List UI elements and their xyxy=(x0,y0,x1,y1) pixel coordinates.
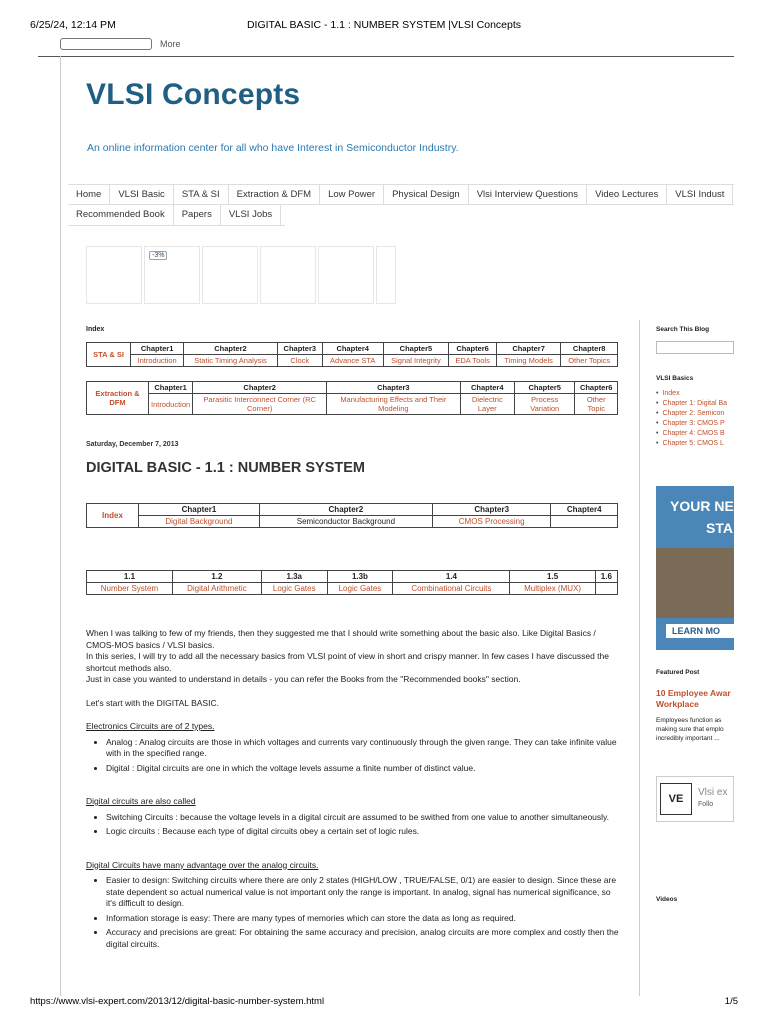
chapter-link[interactable]: Digital Background xyxy=(139,516,260,528)
chapter-link[interactable]: Clock xyxy=(277,355,322,367)
list-item: • Digital : Digital circuits are one in which the voltage levels assume a finite number of distinct value. xyxy=(106,763,622,775)
ad-cell[interactable] xyxy=(202,246,258,304)
chapter-header: Chapter7 xyxy=(496,343,560,355)
chapter-link[interactable]: Introduction xyxy=(149,394,193,415)
sidebar-basics-link[interactable]: • Chapter 5: CMOS L xyxy=(656,440,734,447)
chapter-link[interactable]: Static Timing Analysis xyxy=(184,355,277,367)
navbar-search-box[interactable] xyxy=(60,38,152,50)
chapter-header: Chapter2 xyxy=(184,343,277,355)
ad-cell[interactable] xyxy=(376,246,396,304)
chapter-header: Chapter3 xyxy=(432,504,551,516)
ad-cta-button[interactable]: LEARN MO xyxy=(666,624,734,638)
chapter-link[interactable]: Manufacturing Effects and Their Modeling xyxy=(327,394,460,415)
nav-tab[interactable]: Physical Design xyxy=(384,185,469,204)
chapter-header: Chapter8 xyxy=(561,343,618,355)
vlsi-basics-label: VLSI Basics xyxy=(656,375,694,382)
navbar-more-link[interactable]: More xyxy=(160,39,181,49)
ad-strip xyxy=(86,246,398,304)
section-header: 1.1 xyxy=(87,571,173,583)
sidebar-ad xyxy=(656,486,734,650)
nav-tab[interactable]: Video Lectures xyxy=(587,185,667,204)
chapter-link xyxy=(551,516,618,528)
print-url: https://www.vlsi-expert.com/2013/12/digital-basic-number-system.html xyxy=(30,996,325,1007)
list-item: • Information storage is easy: There are many types of memories which can store the data as long as required. xyxy=(106,913,622,925)
print-footer xyxy=(30,996,738,1007)
sidebar-basics-link[interactable]: • Chapter 3: CMOS P xyxy=(656,420,734,427)
nav-tab[interactable]: VLSI Jobs xyxy=(221,205,281,225)
nav-tab[interactable]: VLSI Basic xyxy=(110,185,173,204)
follow-button[interactable]: Follo xyxy=(698,801,714,808)
nav-tab[interactable]: Low Power xyxy=(320,185,384,204)
nav-tab[interactable]: STA & SI xyxy=(174,185,229,204)
chapter-link[interactable]: Dielectric Layer xyxy=(460,394,515,415)
sidebar-ad-banner[interactable] xyxy=(656,486,734,650)
chapter-header: Chapter1 xyxy=(139,504,260,516)
sidebar-search xyxy=(656,326,734,354)
section-header: 1.5 xyxy=(510,571,595,583)
section-link[interactable]: Digital Arithmetic xyxy=(172,583,261,595)
called-list xyxy=(106,812,622,838)
chapter-link[interactable]: Signal Integrity xyxy=(383,355,449,367)
index-label: Index xyxy=(86,326,105,333)
dfm-row-label[interactable]: Extraction & DFM xyxy=(87,382,149,415)
sta-row-label[interactable]: STA & SI xyxy=(87,343,131,367)
list-item: • Logic circuits : Because each type of digital circuits obey a certain set of logic rules. xyxy=(106,826,622,838)
section-link[interactable]: Number System xyxy=(87,583,173,595)
chapter-header: Chapter6 xyxy=(449,343,497,355)
ad-headline: YOUR NE xyxy=(670,498,734,514)
chapter-link[interactable]: EDA Tools xyxy=(449,355,497,367)
chapter-link[interactable]: Other Topic xyxy=(575,394,618,415)
chapter-header: Chapter2 xyxy=(259,504,432,516)
section-table xyxy=(86,570,618,595)
section-header: 1.3a xyxy=(261,571,327,583)
chapter-header: Chapter2 xyxy=(193,382,327,394)
sta-index-table xyxy=(86,342,618,367)
chapter-link[interactable]: Other Topics xyxy=(561,355,618,367)
post-body xyxy=(86,628,622,953)
chapter-header: Chapter5 xyxy=(383,343,449,355)
intro-paragraph: In this series, I will try to add all the necessary basics from VLSI point of view in short and crispy manner. In few cases I have discussed the shortcut methods also. xyxy=(86,651,609,673)
print-header xyxy=(30,19,738,31)
digital-index-table xyxy=(86,503,618,528)
section-link[interactable]: Logic Gates xyxy=(327,583,393,595)
sidebar-follow xyxy=(656,776,734,822)
videos-label: Videos xyxy=(656,896,678,903)
print-page-number: 1/5 xyxy=(724,996,738,1007)
list-item: • Accuracy and precisions are great: For obtaining the same accuracy and precision, analog circuits are more complex and costly then the digital circuits. xyxy=(106,927,622,950)
nav-tab[interactable]: Recommended Book xyxy=(68,205,174,225)
featured-post-desc: Employees function as making sure that emplo incredibly important ... xyxy=(656,717,724,742)
sidebar-featured-post xyxy=(656,669,734,743)
list-item: • Easier to design: Switching circuits where there are only 2 states (HIGH/LOW , TRUE/FALSE, 0/1) are easier to design. Since these are state dependent so actual numerical value is not important only the range is important. In analog, signal has numerical significance, so it's difficult to design. xyxy=(106,875,622,910)
advantages-list xyxy=(106,875,622,950)
ad-cell[interactable] xyxy=(86,246,142,304)
vlsi-basics-list xyxy=(656,390,734,447)
featured-label: Featured Post xyxy=(656,669,700,676)
section-header: 1.6 xyxy=(595,571,617,583)
discount-badge: -3% xyxy=(149,251,167,260)
sidebar-basics-link[interactable]: • Chapter 1: Digital Ba xyxy=(656,400,734,407)
nav-tabs-row-2 xyxy=(68,205,285,226)
chapter-header: Chapter1 xyxy=(131,343,184,355)
site-title[interactable]: VLSI Concepts xyxy=(86,78,301,111)
sidebar-basics-link[interactable]: • Chapter 2: Semicon xyxy=(656,410,734,417)
featured-post-title[interactable]: 10 Employee Awar Workplace xyxy=(656,688,731,709)
print-datetime: 6/25/24, 12:14 PM xyxy=(30,19,116,31)
chapter-link[interactable]: Parasitic Interconnect Corner (RC Corner) xyxy=(193,394,327,415)
nav-tab[interactable]: Papers xyxy=(174,205,221,225)
chapter-header: Chapter5 xyxy=(515,382,575,394)
chapter-header: Chapter6 xyxy=(575,382,618,394)
sidebar-vlsi-basics xyxy=(656,375,734,450)
section-heading: Digital circuits are also called xyxy=(86,796,196,806)
list-item: • Switching Circuits : because the voltage levels in a digital circuit are assumed to be swithed from one value to another simultaneously. xyxy=(106,812,622,824)
post-date: Saturday, December 7, 2013 xyxy=(86,441,179,448)
sidebar-basics-link[interactable]: • Index xyxy=(656,390,734,397)
sidebar-divider xyxy=(639,320,640,996)
chapter-link: Semiconductor Background xyxy=(259,516,432,528)
search-label: Search This Blog xyxy=(656,326,710,333)
blogger-navbar xyxy=(60,38,181,50)
page-frame-left-border xyxy=(60,56,61,996)
sidebar-videos xyxy=(656,896,734,903)
nav-tab[interactable]: VLSI Indust xyxy=(667,185,733,204)
ad-cell[interactable] xyxy=(260,246,316,304)
chapter-link[interactable]: Timing Models xyxy=(496,355,560,367)
chapter-header: Chapter3 xyxy=(327,382,460,394)
follow-name: Vlsi ex xyxy=(698,787,728,798)
nav-tab[interactable]: Extraction & DFM xyxy=(229,185,320,204)
section-link xyxy=(595,583,617,595)
chapter-header: Chapter3 xyxy=(277,343,322,355)
section-link[interactable]: Combinational Circuits xyxy=(393,583,510,595)
intro-paragraph: When I was talking to few of my friends, then they suggested me that I should write something about the basic also. Like Digital Basics / CMOS-MOS basics / VLSI basics. xyxy=(86,628,596,650)
chapter-header: Chapter4 xyxy=(460,382,515,394)
chapter-header: Chapter4 xyxy=(551,504,618,516)
list-item: • Analog : Analog circuits are those in which voltages and currents vary continuously through the given range. They can take infinite value with in the specified range. xyxy=(106,737,622,760)
chapter-link[interactable]: Introduction xyxy=(131,355,184,367)
follow-widget[interactable] xyxy=(656,776,734,822)
dfm-index-table xyxy=(86,381,618,415)
nav-tab[interactable]: Vlsi Interview Questions xyxy=(469,185,587,204)
section-link[interactable]: Logic Gates xyxy=(261,583,327,595)
ad-photo xyxy=(656,548,734,618)
print-page-title: DIGITAL BASIC - 1.1 : NUMBER SYSTEM |VLSI Concepts xyxy=(246,19,522,31)
chapter-header: Chapter1 xyxy=(149,382,193,394)
types-list xyxy=(106,737,622,775)
section-heading: Electronics Circuits are of 2 types. xyxy=(86,721,215,731)
digital-row-label[interactable]: Index xyxy=(87,504,139,528)
nav-tabs-row-1 xyxy=(68,184,734,205)
ad-cell[interactable] xyxy=(318,246,374,304)
section-heading: Digital Circuits have many advantage over the analog circuits. xyxy=(86,859,319,870)
section-header: 1.2 xyxy=(172,571,261,583)
intro-paragraph: Just in case you wanted to understand in details - you can refer the Books from the "Recommended books" section. xyxy=(86,674,521,684)
site-tagline: An online information center for all who have Interest in Semiconductor Industry. xyxy=(87,142,459,154)
search-input[interactable] xyxy=(656,341,734,354)
chapter-link[interactable]: Process Variation xyxy=(515,394,575,415)
section-header: 1.3b xyxy=(327,571,393,583)
post-title: DIGITAL BASIC - 1.1 : NUMBER SYSTEM xyxy=(86,460,366,476)
chapter-link[interactable]: Advance STA xyxy=(322,355,383,367)
vlsi-expert-logo: VE xyxy=(660,783,692,815)
ad-cell[interactable] xyxy=(144,246,200,304)
sidebar-basics-link[interactable]: • Chapter 4: CMOS B xyxy=(656,430,734,437)
main-nav-tabs xyxy=(68,184,734,226)
section-header: 1.4 xyxy=(393,571,510,583)
ad-headline: STA xyxy=(706,520,733,536)
intro-paragraph: Let's start with the DIGITAL BASIC. xyxy=(86,697,219,708)
chapter-header: Chapter4 xyxy=(322,343,383,355)
nav-tab[interactable]: Home xyxy=(68,185,110,204)
section-link[interactable]: Multiplex (MUX) xyxy=(510,583,595,595)
chapter-link[interactable]: CMOS Processing xyxy=(432,516,551,528)
